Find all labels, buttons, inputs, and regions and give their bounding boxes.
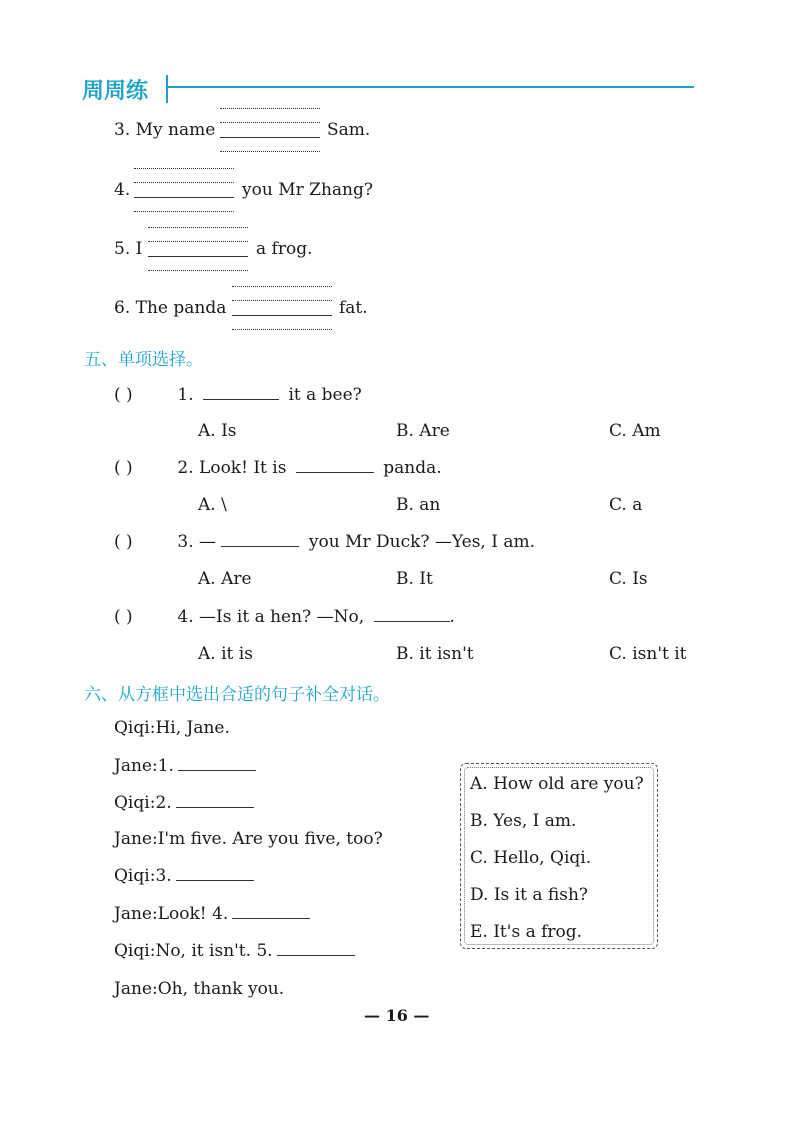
speaker: Jane bbox=[114, 979, 152, 999]
page-header-title: 周周练 bbox=[82, 79, 149, 104]
question-stem-before: —Is it a hen? —No, bbox=[199, 607, 365, 627]
choice-d: D. Is it a fish? bbox=[470, 885, 589, 905]
option-b[interactable]: B. Are bbox=[396, 421, 450, 441]
item-number: 4. bbox=[114, 180, 131, 200]
choice-c: C. Hello, Qiqi. bbox=[470, 848, 592, 868]
item-number: 5. bbox=[114, 239, 131, 259]
writing-lines-3[interactable] bbox=[220, 108, 320, 152]
item-number: 3. bbox=[114, 120, 131, 140]
answer-paren[interactable]: ( ) bbox=[114, 607, 133, 627]
answer-blank[interactable] bbox=[176, 866, 254, 881]
question-stem-before: — bbox=[199, 532, 217, 552]
utterance: 3. bbox=[155, 866, 172, 886]
writing-lines-6[interactable] bbox=[232, 286, 332, 330]
item-before: I bbox=[135, 239, 143, 259]
item-before: The panda bbox=[135, 298, 227, 318]
speaker: Qiqi bbox=[114, 793, 150, 813]
option-c[interactable]: C. Is bbox=[609, 569, 648, 589]
answer-blank[interactable] bbox=[221, 532, 299, 547]
question-stem: . bbox=[449, 607, 455, 627]
fill-item-4 bbox=[114, 180, 130, 200]
question-2 bbox=[114, 458, 442, 478]
header-divider bbox=[166, 75, 168, 103]
utterance: Hi, Jane. bbox=[155, 718, 230, 738]
speaker: Jane bbox=[114, 756, 152, 776]
utterance: 1. bbox=[157, 756, 174, 776]
option-a[interactable]: A. Is bbox=[198, 421, 237, 441]
speaker: Qiqi bbox=[114, 718, 150, 738]
question-stem: you Mr Duck? —Yes, I am. bbox=[308, 532, 536, 552]
dialogue-line: Jane:Look! 4. bbox=[114, 904, 314, 924]
dialogue-line: Qiqi:No, it isn't. 5. bbox=[114, 941, 359, 961]
writing-lines-5[interactable] bbox=[148, 227, 248, 271]
answer-paren[interactable]: ( ) bbox=[114, 458, 133, 478]
answer-blank[interactable] bbox=[176, 793, 254, 808]
option-b[interactable]: B. it isn't bbox=[396, 644, 474, 664]
choice-a: A. How old are you? bbox=[470, 774, 644, 794]
answer-blank[interactable] bbox=[277, 941, 355, 956]
utterance: Oh, thank you. bbox=[157, 979, 285, 999]
utterance: I'm five. Are you five, too? bbox=[157, 829, 383, 849]
option-c[interactable]: C. isn't it bbox=[609, 644, 687, 664]
question-number: 4. bbox=[177, 607, 194, 627]
question-stem-before: Look! It is bbox=[199, 458, 287, 478]
option-c[interactable]: C. Am bbox=[609, 421, 661, 441]
question-number: 1. bbox=[177, 385, 194, 405]
answer-blank[interactable] bbox=[232, 904, 310, 919]
fill-item-3 bbox=[114, 120, 215, 140]
answer-blank[interactable] bbox=[178, 756, 256, 771]
question-4 bbox=[114, 607, 455, 627]
question-number: 3. bbox=[177, 532, 194, 552]
dialogue-line: Qiqi:3. bbox=[114, 866, 258, 886]
option-a[interactable]: A. it is bbox=[198, 644, 253, 664]
option-a[interactable]: A. \ bbox=[198, 495, 227, 515]
header-rule bbox=[168, 86, 694, 88]
item-before: My name bbox=[135, 120, 216, 140]
answer-blank[interactable] bbox=[203, 385, 279, 400]
page-number: — 16 — bbox=[364, 1006, 430, 1025]
option-b[interactable]: B. an bbox=[396, 495, 441, 515]
speaker: Jane bbox=[114, 829, 152, 849]
item-after: you Mr Zhang? bbox=[242, 180, 373, 200]
utterance: 2. bbox=[155, 793, 172, 813]
choice-b: B. Yes, I am. bbox=[470, 811, 577, 831]
item-after: a frog. bbox=[256, 239, 313, 259]
answer-paren[interactable]: ( ) bbox=[114, 385, 133, 405]
dialogue-line: Qiqi:2. bbox=[114, 793, 258, 813]
option-a[interactable]: A. Are bbox=[198, 569, 252, 589]
utterance: Look! 4. bbox=[157, 904, 229, 924]
dialogue-line: Jane:Oh, thank you. bbox=[114, 979, 285, 999]
writing-lines-4[interactable] bbox=[134, 168, 234, 212]
dialogue-line: Jane:I'm five. Are you five, too? bbox=[114, 829, 383, 849]
fill-item-6 bbox=[114, 298, 226, 318]
choice-e: E. It's a frog. bbox=[470, 922, 583, 942]
fill-item-5 bbox=[114, 239, 142, 259]
question-3 bbox=[114, 532, 535, 552]
item-after: fat. bbox=[339, 298, 368, 318]
question-stem: it a bee? bbox=[288, 385, 362, 405]
answer-blank[interactable] bbox=[374, 607, 450, 622]
option-b[interactable]: B. It bbox=[396, 569, 433, 589]
option-c[interactable]: C. a bbox=[609, 495, 643, 515]
answer-blank[interactable] bbox=[296, 458, 374, 473]
question-stem: panda. bbox=[383, 458, 442, 478]
section-5-title: 五、单项选择。 bbox=[84, 350, 203, 370]
speaker: Jane bbox=[114, 904, 152, 924]
speaker: Qiqi bbox=[114, 866, 150, 886]
speaker: Qiqi bbox=[114, 941, 150, 961]
question-number: 2. bbox=[177, 458, 194, 478]
item-after: Sam. bbox=[327, 120, 371, 140]
utterance: No, it isn't. 5. bbox=[155, 941, 273, 961]
section-6-title: 六、从方框中选出合适的句子补全对话。 bbox=[84, 685, 390, 705]
answer-paren[interactable]: ( ) bbox=[114, 532, 133, 552]
dialogue-line: Jane:1. bbox=[114, 756, 260, 776]
dialogue-line: Qiqi:Hi, Jane. bbox=[114, 718, 230, 738]
item-number: 6. bbox=[114, 298, 131, 318]
question-1 bbox=[114, 385, 362, 405]
